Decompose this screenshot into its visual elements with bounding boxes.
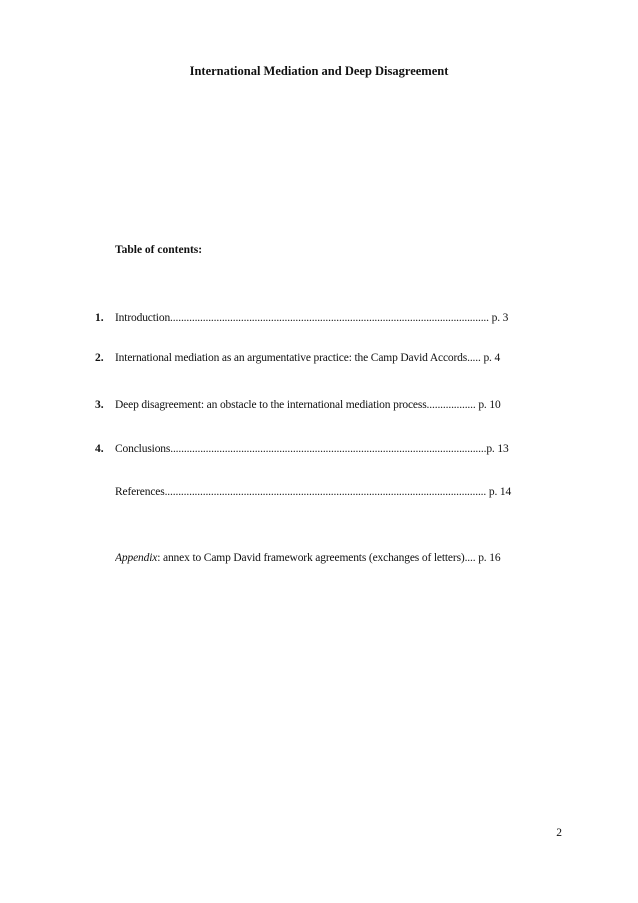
toc-entry-number: 2.	[95, 352, 104, 364]
toc-entry-number: 1.	[95, 312, 104, 324]
toc-entry-conclusions[interactable]	[95, 441, 562, 457]
toc-heading: Table of contents:	[115, 244, 203, 256]
toc-entry-references[interactable]	[95, 484, 562, 500]
toc-entry-deep-disagreement[interactable]	[95, 397, 562, 413]
toc-entry-text: Deep disagreement: an obstacle to the international mediation process.................. p. 10	[115, 399, 501, 411]
toc-entry-text: International mediation as an argumentative practice: the Camp David Accords..... p. 4	[115, 352, 501, 364]
toc-entry-number: 3.	[95, 399, 104, 411]
toc-entry-appendix[interactable]	[95, 550, 562, 566]
toc-entry-text	[115, 550, 562, 566]
toc-entry-text: Introduction..................................................................................................................... p. 3	[115, 312, 509, 324]
toc-entry-introduction[interactable]	[95, 310, 562, 326]
toc-entry-italic-prefix: Appendix	[115, 552, 158, 564]
toc-entry-text-rest: : annex to Camp David framework agreements (exchanges of letters).... p. 16	[157, 552, 501, 564]
toc-entry-international-mediation[interactable]	[95, 350, 562, 366]
document-title: International Mediation and Deep Disagreement	[189, 64, 449, 78]
toc-entry-number: 4.	[95, 443, 104, 455]
toc-entry-text: Conclusions....................................................................................................................p. 13	[115, 443, 509, 455]
toc-entry-text: References...................................................................................................................... p. 14	[115, 486, 512, 498]
page-number: 2	[556, 827, 562, 839]
